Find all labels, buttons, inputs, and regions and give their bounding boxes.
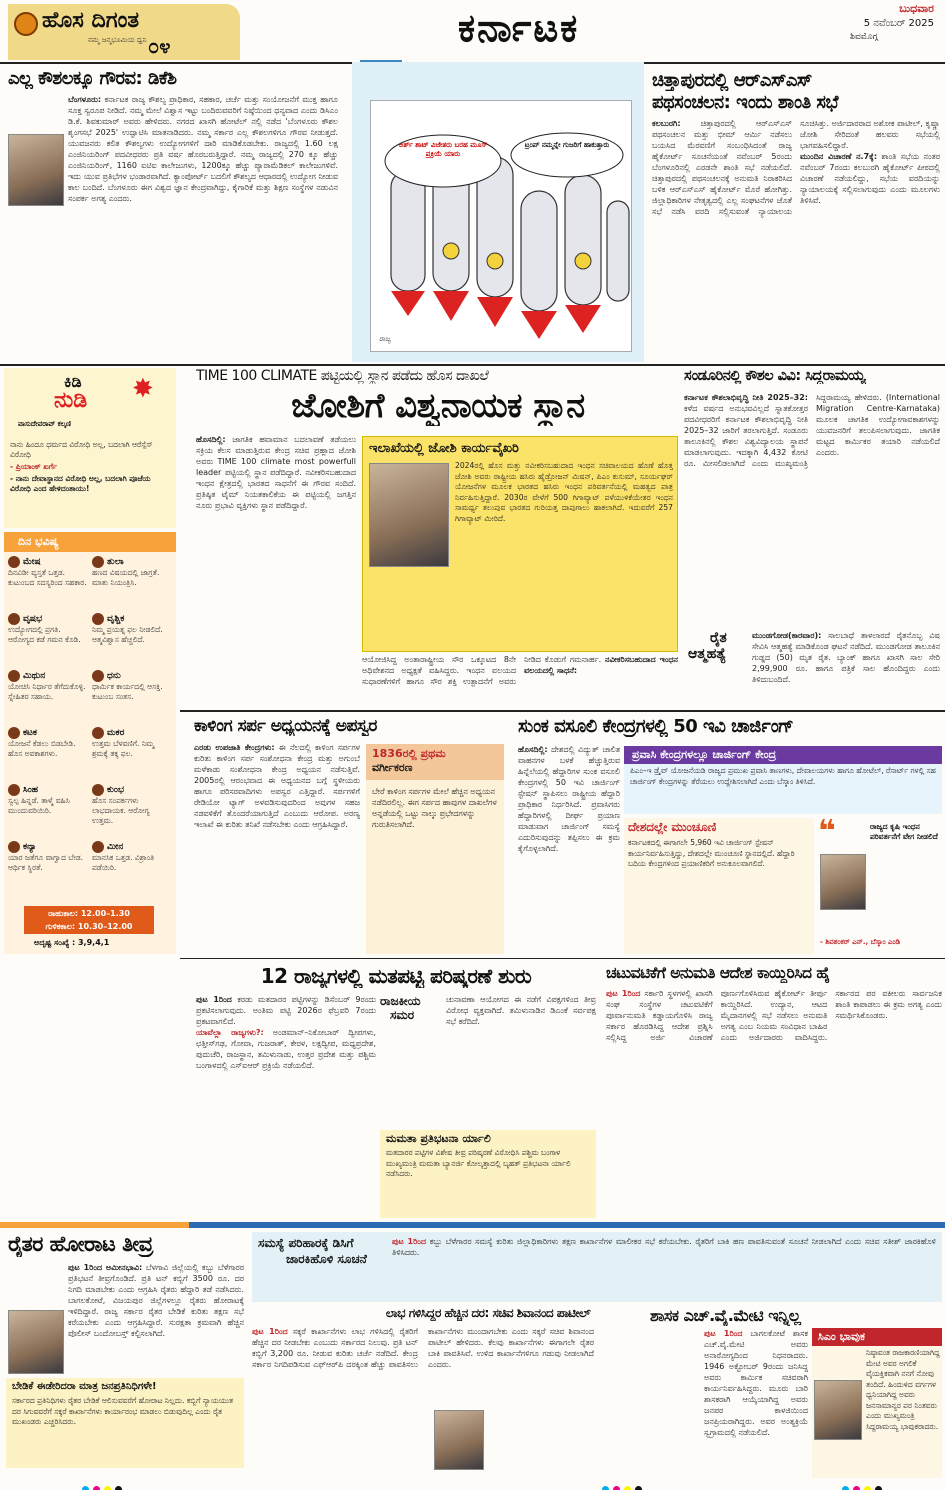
horoscope-sign [8, 670, 88, 727]
jarkiholi-headline-2: ಜಾರಕಿಹೊಳಿ ಸೂಚನೆ [286, 1252, 367, 1266]
meti-box-title: ಸಿಎಂ ಭಾವುಕ [812, 1328, 942, 1346]
toll-ev-quote: ರಾಜ್ಯದ ಕೃಷಿ ಇಂಧನ ಪರಿವರ್ತನೆಗೆ ವೇಗ ನೀಡಲಿದೆ [870, 822, 938, 841]
meti-box [812, 1328, 942, 1478]
raitha-label-1: ರೈತ [710, 630, 727, 646]
kidi-quote-text: ನಾನು ಹಿಂದೂ ಧರ್ಮದ ವಿರೋಧಿ ಅಲ್ಲ, ಬದಲಾಗಿ ಆರೆಸ್ಸೆಸ್ ವಿರೋಧಿ [10, 440, 153, 459]
patil-body: ಸಕ್ಕರೆ ಕಾರ್ಖಾನೆಗಳು ಲಾಭ ಗಳಿಸಿದಲ್ಲಿ ರೈತರಿಗೆ ಹೆಚ್ಚಿನ ದರ ನೀಡಬೇಕು ಎಂಬುದು ಸರ್ಕಾರದ ನಿಲುವು. ಪ್ರತಿ ಟನ್ ಕಬ್ಬಿಗೆ 3,200 ರೂ. ನೀಡುವ ಕುರಿತು ಚರ್ಚೆ ನಡೆದಿದೆ. ಕೇಂದ್ರ ಸರ್ಕಾರ ನಿಗದಿಪಡಿಸುವ ಎಫ್‌ಆರ್‌ಪಿ ದರಕ್ಕಿಂತ ಹೆಚ್ಚು ಪಾವತಿಸಲು ಕಾರ್ಖಾನೆಗಳು ಮುಂದಾಗಬೇಕು ಎಂದು ಸಕ್ಕರೆ ಸಚಿವ ಶಿವಾನಂದ ಪಾಟೀಲ್ ಹೇಳಿದರು. ಕೆಲವು ಕಾರ್ಖಾನೆಗಳು ಈಗಾಗಲೇ ರೈತರ ಬಾಕಿ ಪಾವತಿಸಿವೆ. ಉಳಿದ ಕಾರ್ಖಾನೆಗಳಿಗೂ ಗಡುವು ನೀಡಲಾಗಿದೆ ಎಂದರು. [252, 1327, 594, 1369]
sign-text: ಧಾರ್ಮಿಕ ಕಾರ್ಯದಲ್ಲಿ ಆಸಕ್ತಿ. ಕುಟುಂಬ ಸಂತಸ. [92, 682, 163, 701]
sign-name: ಧನು [107, 671, 121, 681]
raitha-box [6, 1378, 244, 1468]
cartoon-bubble-1: ಅರ್ತ್ ಶಾಟ್ ವಿಜೇತರು ಬರಹ ಮೂಸ್ ಪ್ರಕ್ರಿಯೆ ಯಾರು [398, 141, 488, 158]
zodiac-icon [92, 613, 104, 625]
zodiac-icon [8, 670, 20, 682]
joshi-article-left [196, 434, 356, 652]
kidi-nudi-box [4, 368, 176, 528]
hc-order-article [606, 988, 942, 1218]
horoscope-sign [8, 841, 88, 898]
chittapura-body: ಚಿತ್ತಾಪುರದಲ್ಲಿ ಆರ್‌ಎಸ್‌ಎಸ್ ಪಥಸಂಚಲನ ಮತ್ತು ಭೀಮ್ ಆರ್ಮಿ ನಡೆಸಲು ಬಯಸಿದ ಮೆರವಣಿಗೆ ಸಂಬಂಧಿಸಿದಂತೆ ರಾಜ್ಯ ಹೈಕೋರ್ಟ್ ಸೂಚನೆಯಂತೆ ನವೆಂಬರ್ 5ರಂದು ಬೆಂಗಳೂರಿನಲ್ಲಿ ಎರಡನೇ ಶಾಂತಿ ಸಭೆ ನಡೆಯಲಿದೆ. ಚಿತ್ತಾಪುರದಲ್ಲಿ ಪಥಸಂಚಲನಕ್ಕೆ ಅನುಮತಿ ನಿರಾಕರಿಸಿದ ಬಳಿಕ ಆರ್‌ಎಸ್‌ಎಸ್ ಹೈಕೋರ್ಟ್ ಮೊರೆ ಹೋಗಿತ್ತು. ಜಿಲ್ಲಾಧಿಕಾರಿಗಳ ನೇತೃತ್ವದಲ್ಲಿ ಎಲ್ಲ ಸಂಘಟನೆಗಳ ಜೊತೆ ಸಭೆ ನಡೆಸಿ ವರದಿ ಸಲ್ಲಿಸುವಂತೆ ನ್ಯಾಯಾಲಯ ಸೂಚಿಸಿತ್ತು. ಅರ್ಜಿದಾರರಾದ ಅಶೋಕ ಪಾಟೀಲ್, ಕೃಷ್ಣಾ ಜೋಶಿ ಸೇರಿದಂತೆ ಹಲವರು ಸಭೆಯಲ್ಲಿ ಭಾಗವಹಿಸಲಿದ್ದಾರೆ. [652, 119, 940, 216]
toll-ev-box-2 [624, 818, 814, 954]
sir-side-article [446, 994, 596, 1126]
joshi-dateline: ಹೊಸದಿಲ್ಲಿ: [196, 435, 226, 444]
kalinga-body: ಈ ನೆಲದಲ್ಲಿ ಕಾಳಿಂಗ ಸರ್ಪಗಳ ಕುರಿತು ಕಾಳಿಂಗ ಸರ್ಪ ಸಂಶೋಧನಾ ಕೇಂದ್ರ ಮತ್ತು ಅಗುಂಬೆ ಮಳೆಕಾಡು ಸಂಶೋಧನಾ ಕೇಂದ್ರ ಅಧ್ಯಯನ ನಡೆಸುತ್ತಿವೆ. 2005ರಲ್ಲಿ ಆರಂಭವಾದ ಈ ಅಧ್ಯಯನದ ಬಗ್ಗೆ ಸ್ಥಳೀಯರು ಹಾಗೂ ಪರಿಸರವಾದಿಗಳು ಅಪಸ್ವರ ಎತ್ತಿದ್ದಾರೆ. ಸರ್ಪಗಳಿಗೆ ರೇಡಿಯೋ ಟ್ಯಾಗ್ ಅಳವಡಿಸುವುದರಿಂದ ಅವುಗಳ ಸಹಜ ನಡವಳಿಕೆಗೆ ತೊಂದರೆಯಾಗುತ್ತಿದೆ ಎಂಬುದು ಆರೋಪ. ಅರಣ್ಯ ಇಲಾಖೆ ಈ ಕುರಿತು ತನಿಖೆ ನಡೆಸಬೇಕು ಎಂದು ಆಗ್ರಹಿಸಿದ್ದಾರೆ. [194, 743, 360, 829]
kala-box [24, 906, 154, 934]
kalinga-headline: ಕಾಳಿಂಗ ಸರ್ಪ ಅಧ್ಯಯನಕ್ಕೆ ಅಪಸ್ವರ [194, 716, 377, 736]
cartoon-signature: ರಾಜ್ಯ [379, 335, 391, 343]
joshi-body: ಜಾಗತಿಕ ಹವಾಮಾನ ಬದಲಾವಣೆ ತಡೆಯಲು ಸಕ್ರಿಯ ಕೆಲಸ ಮಾಡುತ್ತಿರುವ ಕೇಂದ್ರ ಸಚಿವ ಪ್ರಹ್ಲಾದ ಜೋಶಿ ಅವರು TIME 100 climate most powerfull leader ಪಟ್ಟಿಯಲ್ಲಿ ಸ್ಥಾನ ಪಡೆದಿದ್ದಾರೆ. ನವೀಕರಿಸಬಹುದಾದ ಇಂಧನ ಕ್ಷೇತ್ರದಲ್ಲಿ ಭಾರತದ ಸಾಧನೆಗೆ ಈ ಗೌರವ ಸಂದಿದೆ. ಪ್ರತಿಷ್ಠಿತ ಟೈಮ್ ನಿಯತಕಾಲಿಕೆಯ ಈ ಪಟ್ಟಿಯಲ್ಲಿ ಜಗತ್ತಿನ ನೂರು ಪ್ರಭಾವಿ ವ್ಯಕ್ತಿಗಳು ಸ್ಥಾನ ಪಡೆದಿದ್ದಾರೆ. [196, 435, 356, 510]
toll-ev-dateline: ಹೊಸದಿಲ್ಲಿ: [518, 745, 548, 754]
shivashankar-photo [820, 854, 866, 910]
raitha-dateline: ಪುಟ 1ರಿಂದ ಅಮೀನಭಾವಿ: [68, 1263, 143, 1272]
top-row-rule [0, 364, 945, 366]
meti-headline: ಶಾಸಕ ಎಚ್.ವೈ.ಮೇಟಿ ಇನ್ನಿಲ್ಲ [650, 1306, 801, 1325]
bhavishya-box [4, 532, 176, 954]
page-number: ೦೪ [148, 34, 171, 58]
joshi-box-body: 2024ರಲ್ಲಿ ಹೊಸ ಮತ್ತು ನವೀಕರಿಸಬಹುದಾದ ಇಂಧನ ಸಚಿವಾಲಯದ ಹೊಣೆ ಹೊತ್ತ ಜೋಶಿ ಅವರು ರಾಷ್ಟ್ರೀಯ ಹಸಿರು ಹೈಡ್ರೋಜನ್ ಮಿಷನ್, ಪಿಎಂ ಕುಸುಮ್, ಸೂರ್ಯಘರ್ ಯೋಜನೆಗಳ ಮೂಲಕ ಭಾರತದ ಹಸಿರು ಇಂಧನ ಪರಿವರ್ತನೆಯಲ್ಲಿ ಮಹತ್ವದ ಪಾತ್ರ ನಿರ್ವಹಿಸುತ್ತಿದ್ದಾರೆ. 2030ರ ವೇಳೆಗೆ 500 ಗಿಗಾವ್ಯಾಟ್ ಪಳೆಯುಳಿಕೆಯೇತರ ಇಂಧನ ಸಾಮರ್ಥ್ಯ ತಲುಪುವ ಭಾರತದ ಗುರಿಯತ್ತ ದಾಪುಗಾಲು ಹಾಕಲಾಗಿದೆ. ಇದುವರೆಗೆ 257 ಗಿಗಾವ್ಯಾಟ್ ಮೀರಿದೆ. [455, 461, 673, 523]
kidi-retort: - ನಾನು ದೇವಾಸ್ಥಾನದ ವಿರೋಧಿ ಅಲ್ಲ, ಬದಲಾಗಿ ಪೂಜೆಯ ವಿರೋಧಿ ಎಂದ ಹೇಳಿದಂತಾಯು! [10, 474, 151, 493]
joshi-box-title: ಇಲಾಖೆಯಲ್ಲಿ ಜೋಶಿ ಕಾರ್ಯವೈಖರಿ [369, 441, 519, 456]
sign-text: ಯಾರ ಜತೆಗೂ ವಾಗ್ವಾದ ಬೇಡ. ಆರ್ಥಿಕ ಸ್ಥಿರತೆ. [8, 853, 84, 872]
skill-uni-headline: ಸಂಡೂರಿನಲ್ಲಿ ಕೌಶಲ ವಿವಿ: ಸಿದ್ದರಾಮಯ್ಯ [684, 368, 866, 384]
sign-name: ಸಿಂಹ [23, 785, 39, 795]
raitha-label-2: ಆತ್ಮಹತ್ಯೆ [688, 646, 727, 662]
color-strip-divider [0, 1222, 945, 1228]
logo: ಹೊಸ ದಿಗಂತ [42, 8, 140, 33]
meti-article [704, 1328, 808, 1478]
print-registration-marks-2 [600, 1478, 644, 1490]
sir-states-body: ಅಂಡಮಾನ್–ನಿಕೋಬಾರ್ ದ್ವೀಪಗಳು, ಛತ್ತೀಸ್‌ಗಢ, ಗೋವಾ, ಗುಜರಾತ್, ಕೇರಳ, ಲಕ್ಷದ್ವೀಪ, ಮಧ್ಯಪ್ರದೇಶ, ಪುದುಚೆರಿ, ರಾಜಸ್ಥಾನ, ತಮಿಳುನಾಡು, ಉತ್ತರ ಪ್ರದೇಶ ಮತ್ತು ಪಶ್ಚಿಮ ಬಂಗಾಳದಲ್ಲಿ ಎಸ್‌ಐಆರ್ ಪ್ರಕ್ರಿಯೆ ನಡೆಯಲಿದೆ. [196, 1028, 376, 1070]
jarkiholi-body: ಕಬ್ಬು ಬೆಳೆಗಾರರ ಸಮಸ್ಯೆ ಕುರಿತು ಜಿಲ್ಲಾಧಿಕಾರಿಗಳು ತಕ್ಷಣ ಕಾರ್ಖಾನೆಗಳ ಮಾಲೀಕರ ಸಭೆ ಕರೆಯಬೇಕು. ರೈತರಿಗೆ ಬಾಕಿ ಹಣ ಪಾವತಿಸುವಂತೆ ಸೂಚನೆ ನೀಡಲಾಗಿದೆ ಎಂದು ಸಚಿವ ಸತೀಶ್ ಜಾರಕಿಹೊಳಿ ತಿಳಿಸಿದರು. [392, 1237, 936, 1257]
raitha-aatmahatye-dateline: ಮುಂಡಗೋಡ(ಕಾರವಾರ): [752, 631, 822, 640]
print-registration-marks-3 [840, 1478, 884, 1490]
sign-name: ಕನ್ಯಾ [23, 842, 37, 852]
toll-ev-quote-by: - ಶಿವಶಂಕರ್ ಎನ್., ಬೆಸ್ಕಾಂ ಎಂಡಿ [820, 938, 901, 946]
zodiac-icon [92, 841, 104, 853]
joshi-headline: ಜೋಶಿಗೆ ವಿಶ್ವನಾಯಕ ಸ್ಥಾನ [291, 386, 585, 426]
dk-dateline: ಬೆಂಗಳೂರು: [68, 95, 102, 104]
bhavishya-grid [8, 556, 172, 898]
joshi-body-2: ಆಯೋಜಿಸಿದ್ದ ಅಂತಾರಾಷ್ಟ್ರೀಯ ಸೌರ ಒಕ್ಕೂಟದ 8ನೇ ಅಧಿವೇಶನದ ಅಧ್ಯಕ್ಷತೆ ವಹಿಸಿದ್ದರು. ಇಂಧನ ವಲಯದ ಸುಧಾರಣೆಗಳಿಗೆ ಹಾಗೂ ಸೌರ ಶಕ್ತಿ ಉತ್ಪಾದನೆಗೆ ಅವರು ನೀಡಿದ ಕೊಡುಗೆ ಗಮನಾರ್ಹ. [362, 655, 602, 686]
jarkiholi-box [252, 1232, 942, 1302]
chittapura-headline-1: ಚಿತ್ತಾಪುರದಲ್ಲಿ ಆರ್‌ಎಸ್‌ಎಸ್ [652, 70, 812, 91]
sign-name: ವೃಷಭ [23, 614, 43, 624]
sign-name: ಕಟಕ [23, 728, 37, 738]
section-title: ಕರ್ನಾಟಕ [458, 6, 580, 50]
sign-name: ಮಕರ [107, 728, 125, 738]
meti-box-body-text: ನಿಷ್ಠಾವಂತ ರಾಜಕಾರಣಿಯಾಗಿದ್ದ ಮೇಟಿ ಅವರ ಅಗಲಿಕೆ ವೈಯಕ್ತಿಕವಾಗಿ ನನಗೆ ನೋವು ತಂದಿದೆ. ಹಿಂದುಳಿದ ವರ್ಗಗಳ ಧ್ವನಿಯಾಗಿದ್ದ ಅವರು ಜನಸಾಮಾನ್ಯರ ಪರ ನಿಂತವರು ಎಂದು ಮುಖ್ಯಮಂತ್ರಿ ಸಿದ್ದರಾಮಯ್ಯ ಭಾವುಕರಾದರು. [866, 1348, 940, 1431]
raitha-aatmahatye-article [752, 630, 940, 706]
meti-dateline: ಪುಟ 1ರಿಂದ [704, 1329, 743, 1338]
dk-headline: ಎಲ್ಲ ಕೌಶಲಕ್ಕೂ ಗೌರವ: ಡಿಕೆಶಿ [8, 68, 177, 89]
sign-name: ಮೇಷ [23, 557, 41, 567]
logo-tagline: ನಮ್ಮ ಜನ್ಮಭೂಮಿಯ ಧ್ವನಿ [88, 36, 147, 44]
sign-name: ಕುಂಭ [107, 785, 125, 795]
kidi-title-1: ಕಿಡಿ [64, 372, 82, 391]
zodiac-icon [92, 670, 104, 682]
bhavishya-title: ದಿನ ಭವಿಷ್ಯ [4, 532, 176, 552]
mid-rule [180, 710, 945, 712]
kalinga-box-header [366, 744, 504, 780]
gulika-kala: ಗುಳಿಕಕಾಲ: 10.30–12.00 [45, 922, 133, 931]
skill-uni-dateline: ಕರ್ನಾಟಕ ಕೌಶಲಾಭಿವೃದ್ಧಿ ನೀತಿ 2025–32: [684, 393, 808, 402]
kidi-author: ವಾಸುದೇವರಾವ್ ಕಲ್ಕಣಿ [18, 420, 71, 428]
kidi-attribution: - ಪ್ರಿಯಾಂಕ್ ಖರ್ಗೆ [10, 462, 57, 471]
raitha-aatmahatye-body: ಸಾಲಬಾಧೆ ತಾಳಲಾರದೆ ರೈತನೊಬ್ಬ ವಿಷ ಸೇವಿಸಿ ಆತ್ಮಹತ್ಯೆ ಮಾಡಿಕೊಂಡ ಘಟನೆ ನಡೆದಿದೆ. ಮುಂಡಗೋಡ ತಾಲೂಕಿನ ಗುಡ್ಡದ (50) ಮೃತ ರೈತ. ಬ್ಯಾಂಕ್ ಹಾಗೂ ಖಾಸಗಿ ಸಾಲ ಸೇರಿ 2,99,900 ರೂ. ಹಾಗೂ ಪತ್ರಿಕೆ ಸಾಲ ಹೊಂದಿದ್ದರು ಎಂದು ತಿಳಿದುಬಂದಿದೆ. [752, 631, 940, 684]
horoscope-sign [92, 556, 172, 613]
zodiac-icon [8, 784, 20, 796]
toll-ev-article [518, 744, 620, 958]
horoscope-sign [8, 613, 88, 670]
chittapura-headline-2: ಪಥಸಂಚಲನ: ಇಂದು ಶಾಂತಿ ಸಭೆ [652, 92, 838, 113]
mid-rule-2 [180, 958, 945, 959]
horoscope-sign [92, 670, 172, 727]
kalinga-box-title-1: 1836ರಲ್ಲಿ ಪ್ರಥಮ [372, 747, 446, 760]
horoscope-sign [8, 784, 88, 841]
sir-dateline: ಪುಟ 1ರಿಂದ [196, 995, 232, 1004]
zodiac-icon [8, 841, 20, 853]
chittapura-dateline: ಕಲಬುರಗಿ: [652, 119, 681, 128]
patil-dateline: ಪುಟ 1ರಿಂದ [252, 1327, 288, 1336]
zodiac-icon [8, 613, 20, 625]
joshi-article-bottom [362, 654, 678, 708]
sign-text: ಯೋಚಿಸಿ ನಿರ್ಧಾರ ತೆಗೆದುಕೊಳ್ಳಿ. ಸ್ನೇಹಿತರ ಸಹಾಯ. [8, 682, 86, 701]
raitha-box-title: ಬೇಡಿಕೆ ಈಡೇರಿದರಾ ಮಾತ್ರ ಜನಪ್ರತಿನಿಧಿಗಳೇ! [12, 1381, 157, 1392]
sign-name: ಮಿಥುನ [23, 671, 46, 681]
kidi-title-2: ನುಡಿ [54, 388, 88, 413]
masthead [0, 0, 945, 64]
cartoon-frame [370, 100, 632, 352]
patil-article [252, 1326, 594, 1476]
joshi-photo [369, 463, 449, 567]
sir-side-title-1: ರಾಜಕೀಯ [380, 994, 421, 1008]
sign-name: ತುಲಾ [107, 557, 124, 567]
mamata-rally-body: ಮತದಾರರ ಪಟ್ಟಿಗಳ ವಿಶೇಷ ತೀವ್ರ ಪರಿಷ್ಕರಣೆ ವಿರೋಧಿಸಿ ಪಶ್ಚಿಮ ಬಂಗಾಳ ಮುಖ್ಯಮಂತ್ರಿ ಮಮತಾ ಬ್ಯಾನರ್ಜಿ ಕೋಲ್ಕತ್ತಾದಲ್ಲಿ ಬೃಹತ್ ಪ್ರತಿಭಟನಾ ರ್ಯಾಲಿ ನಡೆಸಿದರು. [386, 1148, 571, 1178]
lucky-numbers: ಅದೃಷ್ಟ ಸಂಖ್ಯೆ : 3,9,4,1 [34, 938, 110, 947]
kalinga-box-body: ಬೇರೆ ಕಾಳಿಂಗ ಸರ್ಪಗಳ ಮೇಲೆ ಹೆಚ್ಚಿನ ಅಧ್ಯಯನ ನಡೆದಿರಲಿಲ್ಲ. ಈಗ ಸರ್ಪದ ಹಾವುಗಳ ದಾಖಲೆಗಳ ಅನ್ನಡೆಯಲ್ಲಿ ಒಟ್ಟು ನಾಲ್ಕು ಪ್ರಭೇದಗಳನ್ನು ಗುರುತಿಸಲಾಗಿದೆ. [372, 787, 497, 829]
kalinga-article [194, 742, 360, 956]
print-registration-marks [80, 1478, 124, 1490]
skill-uni-body: ಕಳೆದ ವರ್ಷದ ಅನುಭವವಿಲ್ಲದೆ ಸ್ನಾತಕೋತ್ತರ ಪದವೀಧರರಿಗೆ ಕರ್ನಾಟಕ ಕೌಶಲಾಭಿವೃದ್ಧಿ ನೀತಿ 2025–32 ಜಾರಿಗೆ ತರಲಾಗುತ್ತಿದೆ. ಸಂಡೂರು ತಾಲೂಕಿನಲ್ಲಿ ಕೌಶಲ ವಿಶ್ವವಿದ್ಯಾಲಯ ಸ್ಥಾಪನೆ ಮಾಡಲಾಗುವುದು. ಇದಕ್ಕಾಗಿ 4,432 ಕೋಟಿ ರೂ. ಮೀಸಲಿಡಲಾಗಿದೆ ಎಂದು ಮುಖ್ಯಮಂತ್ರಿ ಸಿದ್ದರಾಮಯ್ಯ ಹೇಳಿದರು. (International Migration Centre-Karnataka) ಮೂಲಕ ಜಾಗತಿಕ ಉದ್ಯೋಗಾವಕಾಶಗಳನ್ನು ಯುವಜನರಿಗೆ ತಲುಪಿಸಲಾಗುವುದು. ಜಾಗತಿಕ ಮಟ್ಟದ ಕಾರ್ಮಿಕರ ತಯಾರಿ ನಡೆಯಲಿದೆ ಎಂದರು. [684, 393, 940, 468]
meti-body: ಬಾಗಲಕೋಟೆ ಶಾಸಕ ಎಚ್.ವೈ.ಮೇಟಿ ಅವರು ಅನಾರೋಗ್ಯದಿಂದ ನಿಧನರಾದರು. 1946 ಅಕ್ಟೋಬರ್ 9ರಂದು ಜನಿಸಿದ್ದ ಅವರು ಕಾರ್ಮಿಕ ಸಚಿವರಾಗಿ ಕಾರ್ಯನಿರ್ವಹಿಸಿದ್ದರು. ಮೂರು ಬಾರಿ ಶಾಸಕರಾಗಿ ಆಯ್ಕೆಯಾಗಿದ್ದ ಅವರು ಜನಪರ ಕಾಳಜಿಯಿಂದ ಜನಪ್ರಿಯರಾಗಿದ್ದರು. ಅವರ ಅಂತ್ಯಕ್ರಿಯೆ ಸ್ವಗ್ರಾಮದಲ್ಲಿ ನಡೆಯಲಿದೆ. [704, 1329, 808, 1437]
toll-ev-body: ದೇಶದಲ್ಲಿ ವಿದ್ಯುತ್ ಚಾಲಿತ ವಾಹನಗಳ ಬಳಕೆ ಹೆಚ್ಚುತ್ತಿರುವ ಹಿನ್ನೆಲೆಯಲ್ಲಿ ಹೆದ್ದಾರಿಗಳ ಸುಂಕ ವಸೂಲಿ ಕೇಂದ್ರಗಳಲ್ಲಿ 50 ಇವಿ ಚಾರ್ಜಿಂಗ್ ಸ್ಟೇಷನ್ ಸ್ಥಾಪಿಸಲು ರಾಷ್ಟ್ರೀಯ ಹೆದ್ದಾರಿ ಪ್ರಾಧಿಕಾರ ನಿರ್ಧರಿಸಿದೆ. ಪ್ರವಾಸಿಗರು ಹೆದ್ದಾರಿಗಳಲ್ಲಿ ದೀರ್ಘ ಪ್ರಯಾಣ ಮಾಡುವಾಗ ಚಾರ್ಜಿಂಗ್ ಸಮಸ್ಯೆ ಎದುರಿಸುವುದನ್ನು ತಪ್ಪಿಸಲು ಈ ಕ್ರಮ ಕೈಗೊಳ್ಳಲಾಗಿದೆ. [518, 745, 620, 853]
spark-icon: ✸ [132, 374, 154, 404]
sign-text: ಮಾನಸಿಕ ಒತ್ತಡ. ವಿಶ್ರಾಂತಿ ಪಡೆಯಿರಿ. [92, 853, 155, 872]
chittapura-article [652, 118, 940, 362]
sir-headline: 12 ರಾಜ್ಯಗಳಲ್ಲಿ ಮತಪಟ್ಟಿ ಪರಿಷ್ಕರಣೆ ಶುರು [260, 964, 532, 988]
logo-block [8, 4, 240, 60]
chittapura-sub-label: ಮುಂದಿನ ವಿಚಾರಣೆ ನ.7ಕ್ಕೆ: [800, 152, 878, 161]
horoscope-sign [92, 841, 172, 898]
dk-body: ಕರ್ನಾಟಕ ರಾಜ್ಯ ಕೌಶಲ್ಯ ಪ್ರಾಧಿಕಾರ, ಸಹಕಾರ, ಚರ್ಚೆ ಮತ್ತು ಸಂಯೋಜನೆಗೆ ಮುಕ್ತ ಹಾಗೂ ಸೂಕ್ತ ಸ್ವರೂಪ ನೀಡಿದೆ. ನಮ್ಮ ಮೇಲೆ ವಿಶ್ವಾಸ ಇಟ್ಟು ಬಂದಿರುವವರಿಗೆ ನಿಷ್ಠೆಯಿಂದ ಧನ್ಯವಾದ ಎಂದು ಡಿಸಿಎಂ ಡಿ.ಕೆ. ಶಿವಕುಮಾರ್ ಅವರು ಹೇಳಿದರು. ನಗರದ ಖಾಸಗಿ ಹೋಟೆಲ್ ನಲ್ಲಿ ನಡೆದ 'ಬೆಂಗಳೂರು ಕೌಶಲ ಶೃಂಗಸಭೆ 2025' ಉದ್ಘಾಟಿಸಿ ಮಾತನಾಡಿದರು. ನಮ್ಮ ಸರ್ಕಾರ ಎಲ್ಲ ಕೌಶಲಗಳಿಗೂ ಗೌರವ ನೀಡುತ್ತದೆ. ಯುವಜನರು ಕಲಿತ ಕೌಶಲ್ಯಗಳು ಉದ್ಯೋಗಗಳಿಗೆ ದಾರಿ ಮಾಡಿಕೊಡಬೇಕು. ರಾಜ್ಯದಲ್ಲಿ 1.60 ಲಕ್ಷ ಎಂಜಿನಿಯರಿಂಗ್ ಪದವೀಧರರು ಪ್ರತಿ ವರ್ಷ ಹೊರಬರುತ್ತಿದ್ದಾರೆ. ನಮ್ಮ ರಾಜ್ಯದಲ್ಲಿ 270 ಕ್ಕೂ ಹೆಚ್ಚು ಎಂಜಿನಿಯರಿಂಗ್, 1160 ಐಟಿಐ ಕಾಲೇಜುಗಳು, 1200ಕ್ಕೂ ಹೆಚ್ಚು ಪ್ಯಾರಾಮೆಡಿಕಲ್ ಕಾಲೇಜುಗಳಿವೆ. ಇದು ಯುವ ಪ್ರತಿಭೆಗಳ ಭಂಡಾರವಾಗಿದೆ. ಕ್ಯಾಂಪೋರ್ಟ್ ಬದಲಿಗೆ ಕೌಶಲ್ಯದ ಆಧಾರದಲ್ಲಿ ಉದ್ಯೋಗ ನೀಡುವ ಕಾಲ ಬಂದಿದೆ. ಬೆಂಗಳೂರು ಈಗ ವಿಶ್ವದ ಜ್ಞಾನ ಕೇಂದ್ರವಾಗಿದ್ದು, ಕೈಗಾರಿಕೆ ಮತ್ತು ಶಿಕ್ಷಣ ಸಂಸ್ಥೆಗಳ ನಡುವಿನ ಸಂಪರ್ಕ ಅಗತ್ಯ ಎಂದರು. [68, 95, 338, 203]
sir-states-label: ಯಾವೆಲ್ಲಾ ರಾಜ್ಯಗಳು?: [196, 1028, 264, 1037]
horoscope-sign [92, 784, 172, 841]
sir-article [196, 994, 376, 1218]
toll-ev-quote-box [818, 814, 942, 954]
horoscope-sign [8, 556, 88, 613]
sign-name: ಮೀನ [107, 842, 124, 852]
sign-text: ಉದ್ಯೋಗದಲ್ಲಿ ಪ್ರಗತಿ. ಆರೋಗ್ಯದ ಕಡೆ ಗಮನ ಕೊಡಿ. [8, 625, 81, 644]
sign-text: ಉತ್ತಮ ಬೆಳವಣಿಗೆ. ನಿಮ್ಮ ಶ್ರಮಕ್ಕೆ ತಕ್ಕ ಫಲ. [92, 739, 155, 758]
sign-text: ಸ್ವಲ್ಪ ಹಿನ್ನಡೆ. ತಾಳ್ಮೆ ವಹಿಸಿ ಮುಂದುವರಿಯಿರಿ. [8, 796, 70, 815]
zodiac-icon [92, 727, 104, 739]
date: 5 ನವೆಂಬರ್ 2025 [863, 18, 934, 29]
toll-ev-box-1-title: ಪ್ರವಾಸಿ ಕೇಂದ್ರಗಳಲ್ಲೂ ಚಾರ್ಜಿಂಗ್ ಕೇಂದ್ರ [624, 746, 942, 764]
kalinga-box-title-2: ವರ್ಗೀಕರಣ [372, 761, 413, 774]
mamata-rally-box [380, 1130, 596, 1218]
joshi-sub-label: ನವೀಕರಿಸಬಹುದಾದ ಇಂಧನ ವಲಯದಲ್ಲಿ ಸಾಧನೆ: [524, 655, 678, 675]
kalinga-dateline: ಎರಡು ಉಪಜಾತಿ ಕೇಂದ್ರಗಳು: [194, 743, 275, 752]
sign-text: ಹೊಸ ಸಂಪರ್ಕಗಳು ಲಾಭದಾಯಕ. ಆರೋಗ್ಯ ಉತ್ತಮ. [92, 796, 150, 825]
horoscope-sign [92, 613, 172, 670]
hc-order-headline: ಚಟುವಟಿಕೆಗೆ ಅನುಮತಿ ಆದೇಶ ಕಾಯ್ದಿರಿಸಿದ ಹೈ [606, 964, 830, 982]
horoscope-sign [8, 727, 88, 784]
raitha-article [8, 1262, 244, 1374]
sir-side-body: ಚುನಾವಣಾ ಆಯೋಗದ ಈ ನಡೆಗೆ ವಿಪಕ್ಷಗಳಿಂದ ತೀವ್ರ ವಿರೋಧ ವ್ಯಕ್ತವಾಗಿದೆ. ತಮಿಳುನಾಡಿನ ಡಿಎಂಕೆ ಸರ್ವಪಕ್ಷ ಸಭೆ ಕರೆದಿದೆ. [446, 995, 596, 1026]
sign-name: ವೃಶ್ಚಿಕ [107, 614, 125, 624]
sign-text: ದಿನವಿಡೀ ವ್ಯಸ್ತತೆ ಒತ್ತಡ. ಕುಟುಂಬದ ಸದಸ್ಯರಿಂದ ಸಹಕಾರ. [8, 568, 87, 587]
raitha-body: ಬೆಳಗಾವಿ ಜಿಲ್ಲೆಯಲ್ಲಿ ಕಬ್ಬು ಬೆಳೆಗಾರರ ಪ್ರತಿಭಟನೆ ತೀವ್ರಗೊಂಡಿದೆ. ಪ್ರತಿ ಟನ್ ಕಬ್ಬಿಗೆ 3500 ರೂ. ದರ ನಿಗದಿ ಮಾಡಬೇಕು ಎಂದು ಆಗ್ರಹಿಸಿ ರೈತರು ಹೆದ್ದಾರಿ ತಡೆ ನಡೆಸಿದರು. ಬಾಗಲಕೋಟೆ, ವಿಜಯಪುರ ಜಿಲ್ಲೆಗಳಲ್ಲೂ ರೈತರು ಹೋರಾಟಕ್ಕೆ ಇಳಿದಿದ್ದಾರೆ. ರಾಜ್ಯ ಸರ್ಕಾರ ರೈತರ ಬೇಡಿಕೆ ಕುರಿತು ತಕ್ಷಣ ಸಭೆ ಕರೆಯಬೇಕು ಎಂದು ಆಗ್ರಹಿಸಿದ್ದಾರೆ. ಸುರಕ್ಷತಾ ಕ್ರಮವಾಗಿ ಹೆಚ್ಚಿನ ಪೊಲೀಸ್ ಬಂದೋಬಸ್ತ್ ಕಲ್ಪಿಸಲಾಗಿದೆ. [68, 1263, 244, 1338]
sir-body: ಕರಡು ಮತದಾರರ ಪಟ್ಟಿಗಳನ್ನು ಡಿಸೆಂಬರ್ 9ರಂದು ಪ್ರಕಟಿಸಲಾಗುವುದು. ಅಂತಿಮ ಪಟ್ಟಿ 2026ರ ಫೆಬ್ರವರಿ 7ರಂದು ಪ್ರಕಟವಾಗಲಿದೆ. [196, 995, 376, 1026]
raitha-box-body: ಸರ್ಕಾರದ ಪ್ರತಿನಿಧಿಗಳು ರೈತರ ಬೇಡಿಕೆ ಆಲಿಸುವವರೆಗೆ ಹೋರಾಟ ನಿಲ್ಲದು. ಕಬ್ಬಿಗೆ ನ್ಯಾಯಯುತ ದರ ಸಿಗುವವರೆಗೆ ಸಕ್ಕರೆ ಕಾರ್ಖಾನೆಗಳು ಕಾರ್ಯಾರಂಭ ಮಾಡಲು ಬಿಡುವುದಿಲ್ಲ ಎಂದು ರೈತ ಮುಖಂಡರು ಎಚ್ಚರಿಸಿದರು. [12, 1396, 234, 1426]
toll-ev-box-1 [624, 746, 942, 814]
edition: ಶಿವಮೊಗ್ಗ [850, 32, 878, 42]
dk-article [8, 94, 338, 362]
cartoon-bubble-2: ಟ್ರಂಪ್ ನಮ್ಮನ್ನೇ ಗುಜರಿಗೆ ಹಾಕುತ್ತಾರು [524, 141, 610, 149]
zodiac-icon [92, 784, 104, 796]
kalinga-box [366, 744, 504, 954]
horoscope-sign [92, 727, 172, 784]
sign-text: ಯೋಜನೆ ಕೆಡಲು ಬಿಡಬೇಡಿ. ಹೊಸ ಅವಕಾಶಗಳು. [8, 739, 76, 758]
zodiac-icon [8, 727, 20, 739]
quote-mark-icon: ❝ [818, 814, 836, 849]
hc-order-body: ಸರ್ಕಾರಿ ಸ್ಥಳಗಳಲ್ಲಿ ಖಾಸಗಿ ಸಂಘ ಸಂಸ್ಥೆಗಳ ಚಟುವಟಿಕೆಗೆ ಪೂರ್ವಾನುಮತಿ ಕಡ್ಡಾಯಗೊಳಿಸಿ ರಾಜ್ಯ ಸರ್ಕಾರ ಹೊರಡಿಸಿದ್ದ ಆದೇಶ ಪ್ರಶ್ನಿಸಿ ಸಲ್ಲಿಸಿದ್ದ ಅರ್ಜಿ ವಿಚಾರಣೆ ಪೂರ್ಣಗೊಳಿಸಿರುವ ಹೈಕೋರ್ಟ್ ತೀರ್ಪು ಕಾಯ್ದಿರಿಸಿದೆ. ಉದ್ಯಾನ, ಆಟದ ಮೈದಾನಗಳಲ್ಲಿ ಸಭೆ ನಡೆಸಲು ಅನುಮತಿ ಅಗತ್ಯ ಎಂಬ ನಿಯಮ ಸಂವಿಧಾನ ಬಾಹಿರ ಎಂದು ಅರ್ಜಿದಾರರು ವಾದಿಸಿದ್ದರು. ಸರ್ಕಾರದ ಪರ ವಕೀಲರು ಸಾರ್ವಜನಿಕ ಶಾಂತಿ ಕಾಪಾಡಲು ಈ ಕ್ರಮ ಅಗತ್ಯ ಎಂದು ಸಮರ್ಥಿಸಿಕೊಂಡರು. [606, 989, 942, 1042]
toll-ev-box-2-title: ದೇಶದಲ್ಲೇ ಮುಂಚೂಣಿ [628, 820, 717, 834]
sir-side-title [380, 994, 444, 1022]
jarkiholi-headline-1: ಸಮಸ್ಯೆ ಪರಿಹಾರಕ್ಕೆ ಡಿಸಿಗೆ [258, 1236, 354, 1250]
toll-ev-box-1-body: ಪಿಎಂ–ಇ ಡ್ರೈವ್ ಯೋಜನೆಯಡಿ ರಾಜ್ಯದ ಪ್ರಮುಖ ಪ್ರವಾಸಿ ತಾಣಗಳು, ದೇವಾಲಯಗಳು ಹಾಗೂ ಹೋಟೆಲ್, ರೆಸಾರ್ಟ್ ಗಳಲ್ಲಿ ಸಹ ಚಾರ್ಜಿಂಗ್ ಕೇಂದ್ರಗಳನ್ನು ತೆರೆಯಲು ಉದ್ದೇಶಿಸಲಾಗಿದೆ ಎಂದು ಬೆಸ್ಕಾಂ ತಿಳಿಸಿದೆ. [630, 766, 936, 786]
toll-ev-box-2-body: ಕರ್ನಾಟಕದಲ್ಲಿ ಈಗಾಗಲೇ 5,960 ಇವಿ ಚಾರ್ಜಿಂಗ್ ಸ್ಟೇಷನ್ ಕಾರ್ಯನಿರ್ವಹಿಸುತ್ತಿದ್ದು, ದೇಶದಲ್ಲೇ ಮುಂಚೂಣಿ ಸ್ಥಾನದಲ್ಲಿದೆ. ಹೆದ್ದಾರಿ ಬದಿಯ ಕೇಂದ್ರಗಳಿಂದ ಪ್ರಯಾಣಿಕರಿಗೆ ಅನುಕೂಲವಾಗಲಿದೆ. [628, 838, 795, 868]
zodiac-icon [8, 556, 20, 568]
hc-order-dateline: ಪುಟ 1ರಿಂದ [606, 989, 641, 998]
raitha-aatmahatye-label [688, 630, 748, 662]
toll-ev-headline: ಸುಂಕ ವಸೂಲಿ ಕೇಂದ್ರಗಳಲ್ಲಿ 50 ಇವಿ ಚಾರ್ಜಿಂಗ್ [518, 716, 794, 737]
mamata-rally-title: ಮಮತಾ ಪ್ರತಿಭಟನಾ ರ್ಯಾಲಿ [386, 1132, 491, 1145]
jarkiholi-dateline: ಪುಟ 1ರಿಂದ [392, 1237, 427, 1246]
cartoon-panel [352, 62, 644, 362]
rahu-kala: ರಾಹುಕಾಲ: 12.00–1.30 [48, 909, 130, 918]
sign-text: ನಿಮ್ಮ ಪ್ರಯತ್ನ ಫಲ ನೀಡಲಿದೆ. ಆತ್ಮವಿಶ್ವಾಸ ಹೆಚ್ಚಲಿದೆ. [92, 625, 163, 644]
day: ಬುಧವಾರ [899, 2, 934, 15]
sign-text: ಹಣದ ವಿಷಯದಲ್ಲಿ ಜಾಗ್ರತೆ. ಮಾತು ನಿಯಂತ್ರಿಸಿ. [92, 568, 160, 587]
patil-headline: ಲಾಭ ಗಳಿಸಿದ್ದರ ಹೆಚ್ಚಿನ ದರ: ಸಚಿವ ಶಿವಾನಂದ ಪಾಟೀಲ್ [385, 1306, 591, 1320]
joshi-box [362, 436, 678, 652]
skill-uni-article [684, 392, 940, 626]
kidi-quote [10, 440, 170, 494]
zodiac-icon [92, 556, 104, 568]
date-block [770, 2, 938, 60]
chittapura-sub-body: ಶಾಂತಿ ಸಭೆಯ ನಂತರ ನವೆಂಬರ್ 7ರಂದು ಕಲಬುರಗಿ ಹೈಕೋರ್ಟ್ ಪೀಠದಲ್ಲಿ ವಿಚಾರಣೆ ನಡೆಯಲಿದ್ದು, ಸಭೆಯ ವರದಿಯನ್ನು ನ್ಯಾಯಾಲಯಕ್ಕೆ ಸಲ್ಲಿಸಲಾಗುವುದು ಎಂದು ಮೂಲಗಳು ತಿಳಿಸಿವೆ. [800, 152, 940, 205]
meti-box-body [816, 1348, 940, 1474]
jarkiholi-article [392, 1236, 936, 1298]
joshi-kicker: TIME 100 CLIMATE ಪಟ್ಟಿಯಲ್ಲಿ ಸ್ಥಾನ ಪಡೆದು ಹೊಸ ದಾಖಲೆ [196, 368, 489, 384]
sir-side-title-2: ಸಮರ [390, 1008, 415, 1022]
raitha-headline: ರೈತರ ಹೋರಾಟ ತೀವ್ರ [8, 1232, 153, 1256]
cartoon-missiles-illustration [371, 101, 633, 353]
logo-emblem-icon [14, 12, 38, 36]
